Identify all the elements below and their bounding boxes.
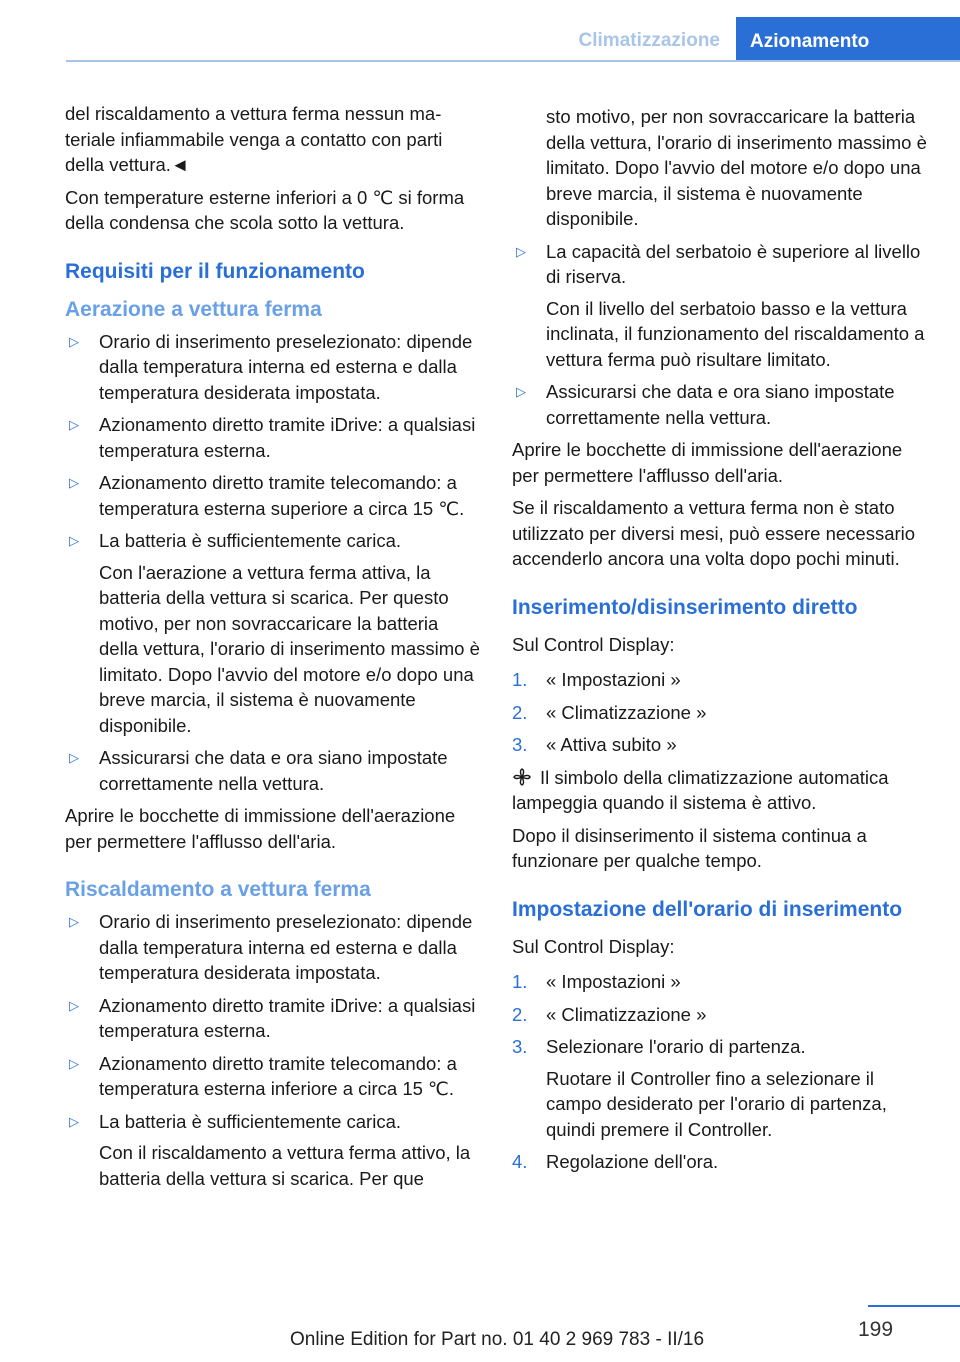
list-item: ▷ La batteria è sufficientemente carica. Con il riscaldamento a vettura ferma attivo, la batteria della vettura si scarica. Per que [65,1109,480,1192]
list-item: ▷ Azionamento diretto tramite iDrive: a qualsiasi temperatura esterna. [69,994,476,1041]
triangle-right-icon: ▷ [69,533,79,548]
list-item: ▷ Assicurarsi che data e ora siano impostate correttamente nella vettura. [516,381,895,428]
list-item: ▷ Azionamento diretto tramite telecomando: a temperatura esterna superiore a circa 15 ℃. [69,472,465,519]
list-item-note: Con il livello del serbatoio basso e la vettura inclinata, il funzionamento del riscaldamento a vettura ferma può risultare limitato. [546,297,925,370]
list-item: ▷ Orario di inserimento preselezionato: dipende dalla temperatura interna ed esterna e dalla temperatura desiderata impostata. [69,330,473,403]
step-note: Ruotare il Controller fino a selezionare il campo desiderato per l'orario di partenza, quindi premere il Controller. [546,1067,887,1140]
step-item: 3. Selezionare l'orario di partenza. Ruotare il Controller fino a selezionare il campo desiderato per l'orario di partenza, quindi premere il Controller. [512,1034,932,1142]
paragraph: Con temperature esterne inferiori a 0 ℃ si forma della condensa che scola sotto la vettura. [65,186,465,233]
triangle-right-icon: ▷ [69,1113,79,1129]
step-item: 1. « Impostazioni » [512,971,681,992]
left-column [65,101,480,1198]
triangle-right-icon: ▷ [69,475,79,490]
list-item-continued: sto motivo, per non sovraccaricare la batteria della vettura, l'orario di inserimento massimo è limitato. Dopo l'avvio del motore e/o dopo una breve marcia, il sistema è nuovamente disponibile. [546,106,927,229]
triangle-right-icon: ▷ [516,384,526,399]
heading-riscaldamento: Riscaldamento a vettura ferma [65,878,371,901]
paragraph: Aprire le bocchette di immissione dell'aerazione per permettere l'afflusso dell'aria. [512,439,903,486]
aerazione-list [65,329,480,797]
step-item: 4. Regolazione dell'ora. [512,1151,719,1172]
heading-aerazione: Aerazione a vettura ferma [65,297,322,321]
list-item: ▷ La capacità del serbatoio è superiore al livello di riserva. Con il livello del serbatoio basso e la vettura inclinata, il funzionamento del riscaldamento a vettura ferma può risultare limitato. [512,239,932,373]
paragraph: Sul Control Display: [512,633,675,655]
heading-requisiti: Requisiti per il funzionamento [65,259,365,283]
triangle-right-icon: ▷ [69,997,79,1013]
list-item-note: Con il riscaldamento a vettura ferma attivo, la batteria della vettura si scarica. Per que [99,1142,471,1189]
paragraph: Aprire le bocchette di immissione dell'aerazione per permettere l'afflusso dell'aria. [65,805,456,852]
triangle-right-icon: ▷ [69,333,79,349]
triangle-right-icon: ▷ [69,417,79,432]
paragraph: Se il riscaldamento a vettura ferma non è stato utilizzato per diversi mesi, può essere necessario accenderlo ancora una volta dopo pochi minuti. [512,497,916,569]
paragraph: Dopo il disinserimento il sistema continua a funzionare per qualche tempo. [512,824,867,871]
footer-rule [868,1305,960,1307]
riscaldamento-list [65,909,480,1191]
fan-icon [512,767,532,787]
step-item: 3. « Attiva subito » [512,734,677,755]
list-item: ▷ Azionamento diretto tramite telecomando: a temperatura esterna inferiore a circa 15 ℃. [69,1052,457,1099]
edition-text: Online Edition for Part no. 01 40 2 969 783 - II/16 [290,1329,705,1350]
triangle-right-icon: ▷ [69,914,79,929]
paragraph: Sul Control Display: [512,935,675,957]
continued-list [512,104,932,430]
triangle-right-icon: ▷ [69,750,79,765]
header-section: Climatizzazione [578,30,720,51]
paragraph: Il simbolo della climatizzazione automatica lampeggia quando il sistema è attivo. [512,766,889,813]
heading-orario: Impostazione dell'orario di inserimento [512,897,903,921]
step-item: 1. « Impostazioni » [512,669,681,690]
list-item-note: Con l'aerazione a vettura ferma attiva, la batteria della vettura si scarica. Per questo motivo, per non sovraccaricare la batteria della vettura, l'orario di inserimento massimo è limitato. Dopo l'avvio del motore e/o dopo una breve marcia, il sistema è nuovamente disponibile. [99,561,480,736]
steps-diretto [512,667,932,758]
paragraph: del riscaldamento a vettura ferma nessun materiale infiammabile venga a contatto con parti della vettura.◄ [65,103,443,175]
list-item: ▷ Assicurarsi che data e ora siano impostate correttamente nella vettura. [69,747,448,794]
steps-orario [512,969,932,1175]
list-item: ▷ Azionamento diretto tramite iDrive: a qualsiasi temperatura esterna. [69,414,476,461]
page-number: 199 [858,1318,894,1341]
triangle-right-icon: ▷ [69,1055,79,1071]
heading-diretto: Inserimento/disinserimento diretto [512,595,858,619]
header-chapter-tab: Azionamento [736,17,960,62]
list-item: ▷ La batteria è sufficientemente carica. Con l'aerazione a vettura ferma attiva, la batteria della vettura si scarica. Per questo motivo, per non sovraccaricare la batteria della vettura, l'orario di inserimento massimo è limitato. Dopo l'avvio del motore e/o dopo una breve marcia, il sistema è nuovamente disponibile. [65,528,480,738]
triangle-right-icon: ▷ [516,243,526,259]
right-column [512,104,932,1182]
step-item: 2. « Climatizzazione » [512,701,707,723]
step-item: 2. « Climatizzazione » [512,1003,707,1025]
header-rule [66,60,960,62]
list-item: ▷ Orario di inserimento preselezionato: dipende dalla temperatura interna ed esterna e dalla temperatura desiderata impostata. [69,911,473,983]
